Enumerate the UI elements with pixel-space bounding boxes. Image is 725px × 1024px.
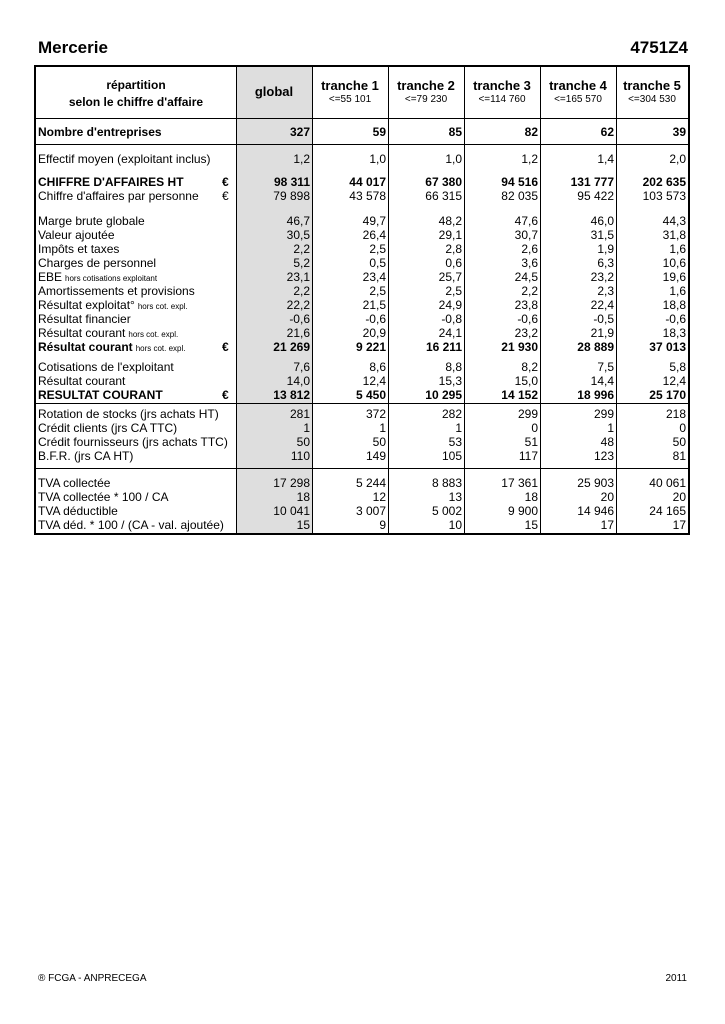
cell-global: 46,7 <box>286 214 310 228</box>
cell-global: 21 269 <box>273 340 310 354</box>
tranche-3-range: <=114 760 <box>478 94 526 105</box>
cell-tranche-2: 16 211 <box>425 340 462 354</box>
cell-tranche-4: 1,4 <box>597 152 614 166</box>
row-label <box>38 490 169 504</box>
cell-tranche-2: 105 <box>441 449 462 463</box>
cell-global: 22,2 <box>286 298 310 312</box>
cell-tranche-5: 103 573 <box>642 189 686 203</box>
cell-global: 10 041 <box>273 504 310 518</box>
row-label-text: Résultat exploitat° <box>38 298 135 312</box>
cell-tranche-1: 23,4 <box>362 270 386 284</box>
cell-tranche-5: 18,3 <box>662 326 686 340</box>
cell-tranche-4: 14,4 <box>590 374 614 388</box>
table-row <box>36 518 688 532</box>
row-label-text: Cotisations de l'exploitant <box>38 360 174 374</box>
row-label <box>38 360 174 374</box>
cell-tranche-4: 299 <box>593 407 614 421</box>
cell-tranche-4: 123 <box>593 449 614 463</box>
cell-tranche-1: 3 007 <box>355 504 386 518</box>
tranche-1-header <box>312 78 388 106</box>
row-label-note: hors cot. expl. <box>128 330 179 339</box>
cell-tranche-2: 48,2 <box>438 214 462 228</box>
cell-tranche-2: 24,1 <box>438 326 462 340</box>
cell-global: -0,6 <box>289 312 310 326</box>
cell-tranche-1: 5 244 <box>355 476 386 490</box>
cell-tranche-2: 15,3 <box>438 374 462 388</box>
row-label-text: Résultat courant <box>38 340 133 354</box>
cell-tranche-5: 1,6 <box>669 242 686 256</box>
cell-tranche-4: 46,0 <box>590 214 614 228</box>
cell-global: 23,1 <box>286 270 310 284</box>
cell-tranche-4: 95 422 <box>577 189 614 203</box>
row-label <box>38 449 133 463</box>
tranche-4-range: <=165 570 <box>554 94 602 105</box>
cell-tranche-5: 24 165 <box>649 504 686 518</box>
cell-tranche-1: 5 450 <box>355 388 386 402</box>
cell-tranche-5: 39 <box>672 125 686 139</box>
row-label <box>38 152 211 166</box>
row-label-text: Effectif moyen (exploitant inclus) <box>38 152 211 166</box>
cell-tranche-1: 1 <box>379 421 386 435</box>
tranche-4-label: tranche 4 <box>549 78 607 93</box>
cell-global: 2,2 <box>293 242 310 256</box>
cell-tranche-2: 85 <box>448 125 462 139</box>
cell-tranche-4: 20 <box>600 490 614 504</box>
cell-tranche-5: 202 635 <box>642 175 686 189</box>
cell-global: 17 298 <box>273 476 310 490</box>
cell-tranche-3: 30,7 <box>514 228 538 242</box>
cell-global: 5,2 <box>293 256 310 270</box>
cell-tranche-3: 23,2 <box>514 326 538 340</box>
table-row <box>36 214 688 228</box>
cell-tranche-1: 9 <box>379 518 386 532</box>
global-header: global <box>254 84 294 99</box>
cell-tranche-3: 18 <box>524 490 538 504</box>
repartition-header <box>36 77 236 111</box>
cell-tranche-4: 48 <box>600 435 614 449</box>
cell-tranche-5: 40 061 <box>649 476 686 490</box>
cell-tranche-4: 28 889 <box>577 340 614 354</box>
row-label-text: B.F.R. (jrs CA HT) <box>38 449 134 463</box>
cell-global: 30,5 <box>286 228 310 242</box>
row-label-text: RESULTAT COURANT <box>38 388 163 402</box>
cell-global: 2,2 <box>293 284 310 298</box>
row-label-text: TVA collectée * 100 / CA <box>38 490 169 504</box>
cell-global: 18 <box>296 490 310 504</box>
row-label <box>38 518 224 532</box>
cell-tranche-3: 1,2 <box>521 152 538 166</box>
cell-global: 281 <box>289 407 310 421</box>
cell-tranche-4: -0,5 <box>593 312 614 326</box>
tranche-2-label: tranche 2 <box>397 78 455 93</box>
row-label-text: Nombre d'entreprises <box>38 125 162 139</box>
row-label <box>38 125 162 139</box>
cell-tranche-3: 82 035 <box>501 189 538 203</box>
cell-tranche-1: 21,5 <box>362 298 386 312</box>
cell-tranche-3: 299 <box>517 407 538 421</box>
cell-tranche-3: 15 <box>524 518 538 532</box>
cell-global: 50 <box>296 435 310 449</box>
cell-tranche-4: 18 996 <box>577 388 614 402</box>
row-label-text: Crédit clients (jrs CA TTC) <box>38 421 178 435</box>
table-row <box>36 298 688 312</box>
row-label <box>38 374 125 388</box>
cell-tranche-2: 13 <box>448 490 462 504</box>
cell-tranche-1: 59 <box>372 125 386 139</box>
cell-tranche-4: 6,3 <box>597 256 614 270</box>
cell-tranche-3: 17 361 <box>501 476 538 490</box>
tranche-4-header <box>540 78 616 106</box>
cell-tranche-2: 53 <box>448 435 462 449</box>
footer-copyright: ® FCGA - ANPRECEGA <box>38 973 147 984</box>
row-label <box>38 284 195 298</box>
tranche-1-range: <=55 101 <box>328 94 372 105</box>
cell-tranche-4: 7,5 <box>597 360 614 374</box>
row-label <box>38 228 115 242</box>
cell-tranche-1: 2,5 <box>369 242 386 256</box>
row-label-text: TVA déductible <box>38 504 118 518</box>
table-row <box>36 360 688 374</box>
cell-tranche-3: 51 <box>524 435 538 449</box>
repartition-line1: répartition <box>106 78 166 92</box>
row-label-text: CHIFFRE D'AFFAIRES HT <box>38 175 184 189</box>
cell-tranche-3: 0 <box>531 421 538 435</box>
row-label-text: TVA collectée <box>38 476 111 490</box>
table-row <box>36 421 688 435</box>
row-label-text: Crédit fournisseurs (jrs achats TTC) <box>38 435 228 449</box>
row-label-note: hors cotisations exploitant <box>65 274 158 283</box>
row-label <box>38 175 184 189</box>
tranche-5-range: <=304 530 <box>628 94 676 105</box>
page-title: Mercerie <box>38 38 108 57</box>
row-divider <box>36 144 688 145</box>
cell-tranche-2: 1,0 <box>445 152 462 166</box>
table-row <box>36 189 688 203</box>
cell-tranche-4: 1 <box>607 421 614 435</box>
table-row <box>36 374 688 388</box>
cell-tranche-1: 8,6 <box>369 360 386 374</box>
tranche-5-label: tranche 5 <box>623 78 681 93</box>
cell-tranche-5: 17 <box>672 518 686 532</box>
tranche-1-label: tranche 1 <box>321 78 379 93</box>
cell-tranche-3: 2,6 <box>521 242 538 256</box>
row-label-text: Résultat courant <box>38 374 126 388</box>
table-row <box>36 242 688 256</box>
row-label <box>38 312 131 326</box>
table-row <box>36 256 688 270</box>
cell-tranche-4: 22,4 <box>590 298 614 312</box>
cell-tranche-3: 21 930 <box>501 340 538 354</box>
table-row <box>36 476 688 490</box>
cell-tranche-5: 18,8 <box>662 298 686 312</box>
cell-tranche-5: -0,6 <box>665 312 686 326</box>
cell-tranche-4: 62 <box>600 125 614 139</box>
cell-tranche-3: -0,6 <box>517 312 538 326</box>
row-label <box>38 256 156 270</box>
row-label-text: Résultat courant <box>38 326 126 340</box>
cell-tranche-2: 5 002 <box>431 504 462 518</box>
activity-code: 4751Z4 <box>630 38 688 57</box>
euro-unit: € <box>222 175 229 189</box>
cell-tranche-2: 29,1 <box>438 228 462 242</box>
tranche-2-header <box>388 78 464 106</box>
cell-tranche-2: 10 295 <box>425 388 462 402</box>
table-row <box>36 152 688 166</box>
row-label-text: Impôts et taxes <box>38 242 120 256</box>
table-row <box>36 388 688 402</box>
row-label-text: Charges de personnel <box>38 256 157 270</box>
cell-tranche-1: 1,0 <box>369 152 386 166</box>
cell-tranche-3: 9 900 <box>507 504 538 518</box>
cell-tranche-3: 94 516 <box>501 175 538 189</box>
table-row <box>36 175 688 189</box>
row-divider <box>36 403 688 404</box>
cell-tranche-3: 3,6 <box>521 256 538 270</box>
table-row <box>36 490 688 504</box>
cell-tranche-2: 24,9 <box>438 298 462 312</box>
cell-tranche-5: 25 170 <box>649 388 686 402</box>
cell-tranche-1: 2,5 <box>369 284 386 298</box>
cell-tranche-2: 0,6 <box>445 256 462 270</box>
table-row <box>36 326 688 340</box>
row-label <box>38 242 119 256</box>
euro-unit: € <box>222 388 229 402</box>
cell-tranche-1: 149 <box>365 449 386 463</box>
cell-tranche-5: 20 <box>672 490 686 504</box>
cell-global: 13 812 <box>273 388 310 402</box>
cell-global: 15 <box>296 518 310 532</box>
cell-tranche-1: 43 578 <box>349 189 386 203</box>
cell-tranche-2: 2,8 <box>445 242 462 256</box>
repartition-line2: selon le chiffre d'affaire <box>68 95 204 109</box>
cell-global: 110 <box>290 449 310 463</box>
row-label-text: Chiffre d'affaires par personne <box>38 189 199 203</box>
cell-tranche-4: 17 <box>600 518 614 532</box>
cell-tranche-1: 12 <box>372 490 386 504</box>
row-label-text: Marge brute globale <box>38 214 145 228</box>
cell-global: 79 898 <box>273 189 310 203</box>
tranche-3-label: tranche 3 <box>473 78 531 93</box>
row-divider <box>36 468 688 469</box>
cell-tranche-5: 12,4 <box>662 374 686 388</box>
cell-tranche-2: 1 <box>455 421 462 435</box>
table-row <box>36 312 688 326</box>
cell-tranche-1: 44 017 <box>349 175 386 189</box>
row-label <box>38 476 110 490</box>
cell-tranche-2: 8 883 <box>431 476 462 490</box>
cell-tranche-3: 15,0 <box>514 374 538 388</box>
euro-unit: € <box>222 189 229 203</box>
tranche-2-range: <=79 230 <box>404 94 448 105</box>
cell-global: 1,2 <box>293 152 310 166</box>
cell-tranche-1: 20,9 <box>362 326 386 340</box>
cell-global: 21,6 <box>286 326 310 340</box>
cell-global: 327 <box>289 125 310 139</box>
cell-tranche-4: 2,3 <box>597 284 614 298</box>
cell-tranche-2: 66 315 <box>425 189 462 203</box>
table-row <box>36 228 688 242</box>
table-row <box>36 340 688 354</box>
cell-tranche-2: 25,7 <box>438 270 462 284</box>
row-label <box>38 435 228 449</box>
cell-tranche-4: 23,2 <box>590 270 614 284</box>
cell-global: 1 <box>303 421 310 435</box>
cell-global: 98 311 <box>273 175 310 189</box>
cell-tranche-5: 1,6 <box>669 284 686 298</box>
cell-tranche-4: 25 903 <box>577 476 614 490</box>
row-label <box>38 421 177 435</box>
cell-tranche-3: 8,2 <box>521 360 538 374</box>
cell-tranche-1: 26,4 <box>362 228 386 242</box>
cell-tranche-1: 50 <box>372 435 386 449</box>
table-row <box>36 270 688 284</box>
cell-tranche-3: 82 <box>524 125 538 139</box>
cell-tranche-3: 24,5 <box>514 270 538 284</box>
table-row <box>36 449 688 463</box>
row-label-text: Amortissements et provisions <box>38 284 195 298</box>
table-row <box>36 125 688 139</box>
row-divider <box>36 118 688 119</box>
cell-global: 14,0 <box>286 374 310 388</box>
row-label-text: TVA déd. * 100 / (CA - val. ajoutée) <box>38 518 224 532</box>
table-row <box>36 435 688 449</box>
statistics-table <box>34 65 690 535</box>
cell-tranche-4: 21,9 <box>590 326 614 340</box>
row-label-text: EBE <box>38 270 63 284</box>
cell-tranche-5: 2,0 <box>669 152 686 166</box>
cell-tranche-5: 37 013 <box>649 340 686 354</box>
cell-tranche-5: 81 <box>672 449 686 463</box>
row-label <box>38 189 199 203</box>
row-label-text: Valeur ajoutée <box>38 228 115 242</box>
row-label-text: Résultat financier <box>38 312 131 326</box>
row-label <box>38 340 186 356</box>
row-label-note: hors cot. expl. <box>137 302 188 311</box>
cell-tranche-1: 372 <box>365 407 386 421</box>
cell-tranche-5: 10,6 <box>662 256 686 270</box>
row-label <box>38 407 219 421</box>
cell-tranche-4: 31,5 <box>590 228 614 242</box>
cell-tranche-5: 44,3 <box>662 214 686 228</box>
cell-tranche-1: 0,5 <box>369 256 386 270</box>
cell-tranche-5: 5,8 <box>669 360 686 374</box>
cell-tranche-5: 31,8 <box>662 228 686 242</box>
cell-global: 7,6 <box>293 360 310 374</box>
cell-tranche-3: 47,6 <box>514 214 538 228</box>
table-row <box>36 284 688 298</box>
cell-tranche-1: 49,7 <box>362 214 386 228</box>
row-label-note: hors cot. expl. <box>135 344 186 353</box>
table-row <box>36 504 688 518</box>
cell-tranche-1: 9 221 <box>355 340 386 354</box>
cell-tranche-2: -0,8 <box>441 312 462 326</box>
tranche-3-header <box>464 78 540 106</box>
cell-tranche-4: 1,9 <box>597 242 614 256</box>
cell-tranche-2: 67 380 <box>425 175 462 189</box>
cell-tranche-2: 10 <box>448 518 462 532</box>
cell-tranche-5: 19,6 <box>662 270 686 284</box>
tranche-5-header <box>616 78 688 106</box>
cell-tranche-4: 14 946 <box>577 504 614 518</box>
cell-tranche-3: 2,2 <box>521 284 538 298</box>
cell-tranche-3: 14 152 <box>501 388 538 402</box>
row-label-text: Rotation de stocks (jrs achats HT) <box>38 407 219 421</box>
cell-tranche-2: 282 <box>441 407 462 421</box>
row-label <box>38 504 118 518</box>
cell-tranche-5: 50 <box>672 435 686 449</box>
table-row <box>36 407 688 421</box>
footer-year: 2011 <box>665 973 687 984</box>
row-label <box>38 214 145 228</box>
cell-tranche-2: 8,8 <box>445 360 462 374</box>
cell-tranche-3: 23,8 <box>514 298 538 312</box>
cell-tranche-5: 218 <box>665 407 686 421</box>
cell-tranche-3: 117 <box>518 449 538 463</box>
row-label <box>38 388 163 402</box>
cell-tranche-2: 2,5 <box>445 284 462 298</box>
euro-unit: € <box>222 340 229 354</box>
cell-tranche-4: 131 777 <box>570 175 614 189</box>
cell-tranche-1: -0,6 <box>365 312 386 326</box>
cell-tranche-1: 12,4 <box>362 374 386 388</box>
cell-tranche-5: 0 <box>679 421 686 435</box>
